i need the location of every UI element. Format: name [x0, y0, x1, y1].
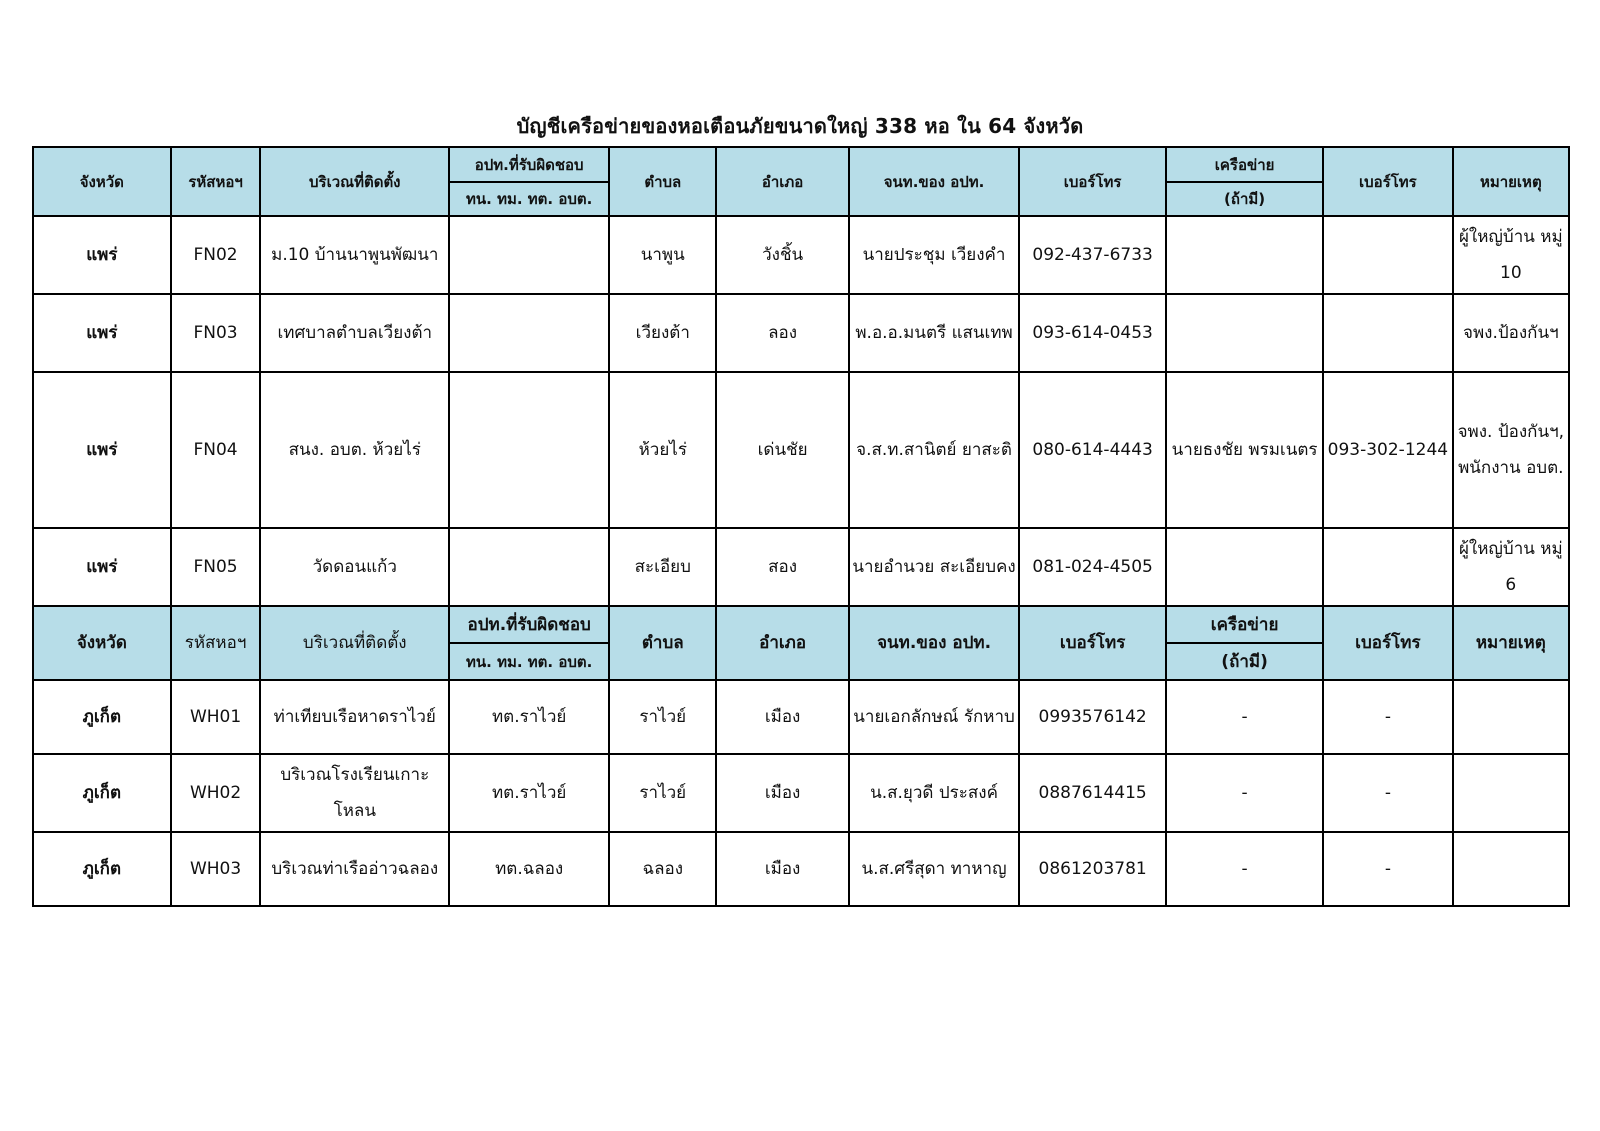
cell-subdistrict: ราไวย์	[609, 754, 716, 832]
cell-agency: ทต.ฉลอง	[449, 832, 609, 906]
cell-phone: 080-614-4443	[1019, 372, 1166, 528]
cell-agency: ทต.ราไวย์	[449, 680, 609, 754]
cell-code: FN03	[171, 294, 261, 372]
table-row	[33, 528, 1569, 606]
cell-officer: น.ส.ศรีสุดา ทาหาญ	[849, 832, 1019, 906]
cell-network-phone	[1323, 216, 1453, 294]
cell-location: บริเวณท่าเรืออ่าวฉลอง	[260, 832, 449, 906]
header-subdistrict: ตำบล	[609, 606, 716, 680]
page-title: บัญชีเครือข่ายของหอเตือนภัยขนาดใหญ่ 338 หอ ใน 64 จังหวัด	[516, 114, 1084, 138]
cell-officer: น.ส.ยุวดี ประสงค์	[849, 754, 1019, 832]
cell-code: WH03	[171, 832, 261, 906]
header-network-sub: (ถ้ามี)	[1166, 182, 1323, 216]
header-remark: หมายเหตุ	[1453, 147, 1569, 216]
cell-officer: จ.ส.ท.สานิตย์ ยาสะติ	[849, 372, 1019, 528]
cell-remark: จพง. ป้องกันฯ, พนักงาน อบต.	[1453, 372, 1569, 528]
cell-province: แพร่	[33, 528, 171, 606]
header-officer: จนท.ของ อปท.	[849, 147, 1019, 216]
cell-province: แพร่	[33, 372, 171, 528]
header-phone: เบอร์โทร	[1019, 147, 1166, 216]
cell-subdistrict: นาพูน	[609, 216, 716, 294]
header-network-sub: (ถ้ามี)	[1166, 643, 1323, 680]
cell-province: ภูเก็ต	[33, 754, 171, 832]
header-location: บริเวณที่ติดตั้ง	[260, 606, 449, 680]
cell-network	[1166, 294, 1323, 372]
header-network-phone: เบอร์โทร	[1323, 147, 1453, 216]
cell-district: สอง	[716, 528, 849, 606]
cell-phone: 092-437-6733	[1019, 216, 1166, 294]
cell-subdistrict: สะเอียบ	[609, 528, 716, 606]
header-officer: จนท.ของ อปท.	[849, 606, 1019, 680]
cell-network	[1166, 216, 1323, 294]
cell-province: แพร่	[33, 216, 171, 294]
cell-district: เมือง	[716, 754, 849, 832]
header-agency-sub: ทน. ทม. ทต. อบต.	[449, 643, 609, 680]
cell-remark: ผู้ใหญ่บ้าน หมู่ 6	[1453, 528, 1569, 606]
cell-phone: 093-614-0453	[1019, 294, 1166, 372]
cell-district: เด่นชัย	[716, 372, 849, 528]
cell-remark	[1453, 680, 1569, 754]
cell-code: FN02	[171, 216, 261, 294]
header-agency: อปท.ที่รับผิดชอบ	[449, 147, 609, 182]
header-network: เครือข่าย	[1166, 147, 1323, 182]
table-row	[33, 372, 1569, 528]
header-agency: อปท.ที่รับผิดชอบ	[449, 606, 609, 643]
header-district: อำเภอ	[716, 147, 849, 216]
cell-agency	[449, 216, 609, 294]
cell-district: วังชิ้น	[716, 216, 849, 294]
table-row	[33, 680, 1569, 754]
cell-district: เมือง	[716, 680, 849, 754]
cell-phone: 081-024-4505	[1019, 528, 1166, 606]
cell-network: -	[1166, 754, 1323, 832]
cell-district: เมือง	[716, 832, 849, 906]
cell-code: WH02	[171, 754, 261, 832]
header-code: รหัสหอฯ	[171, 147, 261, 216]
cell-network: นายธงชัย พรมเนตร	[1166, 372, 1323, 528]
header-district: อำเภอ	[716, 606, 849, 680]
cell-subdistrict: ฉลอง	[609, 832, 716, 906]
cell-location: ท่าเทียบเรือหาดราไวย์	[260, 680, 449, 754]
header-code: รหัสหอฯ	[171, 606, 261, 680]
cell-network-phone: -	[1323, 754, 1453, 832]
cell-district: ลอง	[716, 294, 849, 372]
cell-subdistrict: เวียงต้า	[609, 294, 716, 372]
cell-remark	[1453, 832, 1569, 906]
table-row	[33, 216, 1569, 294]
table-row	[33, 754, 1569, 832]
table-row	[33, 832, 1569, 906]
header-network-phone: เบอร์โทร	[1323, 606, 1453, 680]
header-remark: หมายเหตุ	[1453, 606, 1569, 680]
cell-location: สนง. อบต. ห้วยไร่	[260, 372, 449, 528]
cell-network-phone: -	[1323, 680, 1453, 754]
cell-location: บริเวณโรงเรียนเกาะโหลน	[260, 754, 449, 832]
cell-phone: 0993576142	[1019, 680, 1166, 754]
tower-network-table	[32, 146, 1570, 907]
cell-agency	[449, 372, 609, 528]
cell-location: ม.10 บ้านนาพูนพัฒนา	[260, 216, 449, 294]
header-location: บริเวณที่ติดตั้ง	[260, 147, 449, 216]
cell-location: เทศบาลตำบลเวียงต้า	[260, 294, 449, 372]
cell-code: WH01	[171, 680, 261, 754]
cell-subdistrict: ห้วยไร่	[609, 372, 716, 528]
header-phone: เบอร์โทร	[1019, 606, 1166, 680]
cell-network: -	[1166, 832, 1323, 906]
cell-network-phone: -	[1323, 832, 1453, 906]
cell-agency: ทต.ราไวย์	[449, 754, 609, 832]
cell-code: FN05	[171, 528, 261, 606]
cell-code: FN04	[171, 372, 261, 528]
cell-phone: 0887614415	[1019, 754, 1166, 832]
cell-remark	[1453, 754, 1569, 832]
cell-location: วัดดอนแก้ว	[260, 528, 449, 606]
header-province: จังหวัด	[33, 606, 171, 680]
cell-network-phone: 093-302-1244	[1323, 372, 1453, 528]
header-agency-sub: ทน. ทม. ทต. อบต.	[449, 182, 609, 216]
cell-subdistrict: ราไวย์	[609, 680, 716, 754]
cell-network	[1166, 528, 1323, 606]
header-subdistrict: ตำบล	[609, 147, 716, 216]
cell-network-phone	[1323, 294, 1453, 372]
cell-officer: นายอำนวย สะเอียบคง	[849, 528, 1019, 606]
cell-agency	[449, 528, 609, 606]
cell-officer: นายประชุม เวียงคำ	[849, 216, 1019, 294]
cell-province: ภูเก็ต	[33, 680, 171, 754]
cell-officer: พ.อ.อ.มนตรี แสนเทพ	[849, 294, 1019, 372]
cell-remark: จพง.ป้องกันฯ	[1453, 294, 1569, 372]
cell-province: แพร่	[33, 294, 171, 372]
cell-province: ภูเก็ต	[33, 832, 171, 906]
header-network: เครือข่าย	[1166, 606, 1323, 643]
cell-agency	[449, 294, 609, 372]
cell-network-phone	[1323, 528, 1453, 606]
cell-remark: ผู้ใหญ่บ้าน หมู่ 10	[1453, 216, 1569, 294]
table-row	[33, 294, 1569, 372]
cell-network: -	[1166, 680, 1323, 754]
cell-officer: นายเอกลักษณ์ รักหาบ	[849, 680, 1019, 754]
header-province: จังหวัด	[33, 147, 171, 216]
cell-phone: 0861203781	[1019, 832, 1166, 906]
